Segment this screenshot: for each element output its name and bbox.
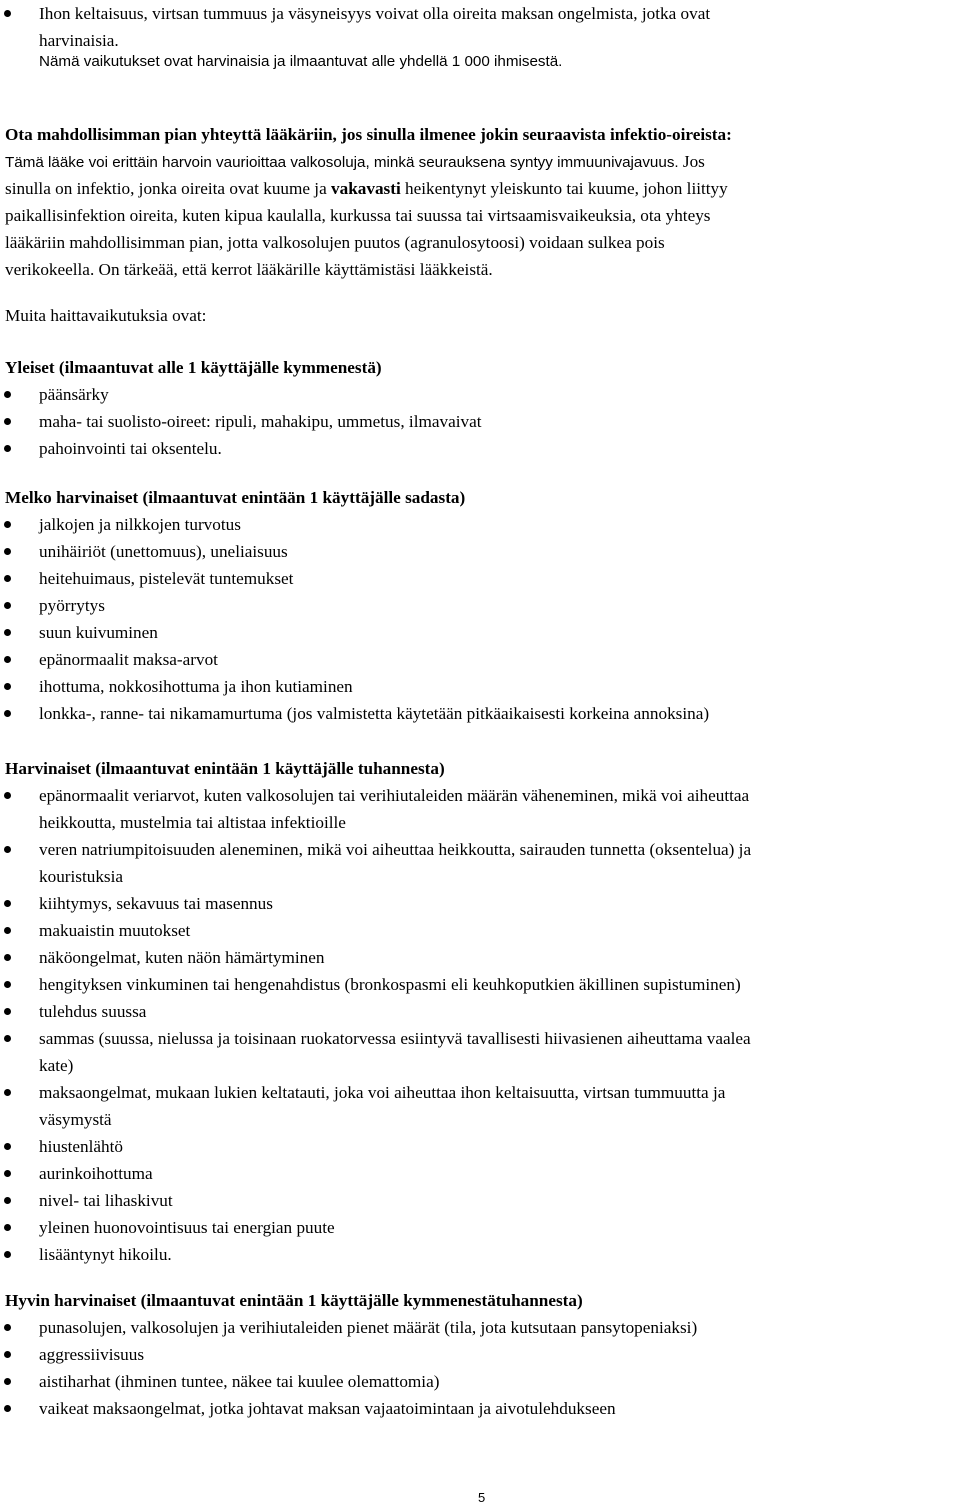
list-item-line: unihäiriöt (unettomuus), uneliaisuus <box>39 542 288 561</box>
list-item-line: heitehuimaus, pistelevät tuntemukset <box>39 569 294 588</box>
bullet-icon <box>4 1089 11 1096</box>
infection-warning-line: lääkäriin mahdollisimman pian, jotta valkosolujen puutos (agranulosytoosi) voidaan sulkea pois <box>5 233 665 252</box>
list-item-text <box>39 1079 960 1133</box>
list-item-line: epänormaalit maksa-arvot <box>39 650 218 669</box>
list-item-text <box>39 511 960 538</box>
bullet-icon <box>4 981 11 988</box>
list-item-line: suun kuivuminen <box>39 623 158 642</box>
bullet-icon <box>4 1251 11 1258</box>
bullet-icon <box>4 1224 11 1231</box>
list-item-line: makuaistin muutokset <box>39 921 191 940</box>
list-item-line: jalkojen ja nilkkojen turvotus <box>39 515 241 534</box>
bullet-icon <box>4 683 11 690</box>
list-item-line: vaikeat maksaongelmat, jotka johtavat maksan vajaatoimintaan ja aivotulehdukseen <box>39 1399 616 1418</box>
list-item-line: hiustenlähtö <box>39 1137 124 1156</box>
infection-warning-line <box>5 148 960 175</box>
bullet-icon <box>4 418 11 425</box>
list-item-text <box>39 998 960 1025</box>
bullet-icon <box>4 445 11 452</box>
infection-warning-heading: Ota mahdollisimman pian yhteyttä lääkäriin, jos sinulla ilmenee jokin seuraavista infektio-oireista: <box>5 125 732 144</box>
list-item-text <box>39 782 960 836</box>
bullet-icon <box>4 900 11 907</box>
list-item-text <box>39 592 960 619</box>
list-item-text <box>39 700 960 727</box>
page-number: 5 <box>478 1490 486 1505</box>
list-item-line: yleinen huonovointisuus tai energian puute <box>39 1218 335 1237</box>
list-item-text <box>39 1341 960 1368</box>
bullet-icon <box>4 792 11 799</box>
list-item-text <box>39 646 960 673</box>
list-item-line: veren natriumpitoisuuden aleneminen, mikä voi aiheuttaa heikkoutta, sairauden tunnetta (oksentelua) ja <box>39 840 752 859</box>
list-item-text <box>39 673 960 700</box>
bullet-icon <box>4 1405 11 1412</box>
list-item-text <box>39 890 960 917</box>
list-item-line: aurinkoihottuma <box>39 1164 153 1183</box>
bullet-icon <box>4 1324 11 1331</box>
list-item-line: ihottuma, nokkosihottuma ja ihon kutiaminen <box>39 677 353 696</box>
infection-warning-line <box>5 175 960 202</box>
list-item-text <box>39 381 960 408</box>
list-item-text <box>39 538 960 565</box>
infection-warning-text: Jos <box>682 152 705 171</box>
list-item-line: Ihon keltaisuus, virtsan tummuus ja väsyneisyys voivat olla oireita maksan ongelmista, jotka ovat <box>39 4 711 23</box>
list-item-line: lonkka-, ranne- tai nikamamurtuma (jos valmistetta käytetään pitkäaikaisesti korkeina annoksina) <box>39 704 710 723</box>
bullet-icon <box>4 575 11 582</box>
list-item-text <box>39 565 960 592</box>
list-item-line: kiihtymys, sekavuus tai masennus <box>39 894 273 913</box>
bullet-icon <box>4 1143 11 1150</box>
bullet-icon <box>4 548 11 555</box>
bullet-icon <box>4 846 11 853</box>
section-heading: Hyvin harvinaiset (ilmaantuvat enintään 1 käyttäjälle kymmenestätuhannesta) <box>5 1291 583 1310</box>
list-item-line: aggressiivisuus <box>39 1345 145 1364</box>
list-item-line: nivel- tai lihaskivut <box>39 1191 173 1210</box>
bullet-icon <box>4 656 11 663</box>
bullet-icon <box>4 927 11 934</box>
list-item-text <box>39 1187 960 1214</box>
list-item-text <box>39 1160 960 1187</box>
bullet-icon <box>4 602 11 609</box>
list-item-line: epänormaalit veriarvot, kuten valkosolujen tai verihiutaleiden määrän väheneminen, mikä voi aiheuttaa <box>39 786 750 805</box>
list-item-text <box>39 1025 960 1079</box>
list-item-line: lisääntynyt hikoilu. <box>39 1245 172 1264</box>
list-item-text <box>39 1241 960 1268</box>
list-item-line: heikkoutta, mustelmia tai altistaa infektioille <box>39 813 346 832</box>
bullet-icon <box>4 10 11 17</box>
list-item-text <box>39 408 960 435</box>
list-item-line: maksaongelmat, mukaan lukien keltatauti, joka voi aiheuttaa ihon keltaisuutta, virtsan tummuutta ja <box>39 1083 726 1102</box>
list-item-line: pahoinvointi tai oksentelu. <box>39 439 222 458</box>
infection-warning-text: Tämä lääke voi erittäin harvoin vaurioittaa valkosoluja, minkä seurauksena syntyy immuunivajavuus. <box>5 154 679 171</box>
frequency-note: Nämä vaikutukset ovat harvinaisia ja ilmaantuvat alle yhdellä 1 000 ihmisestä. <box>39 53 563 70</box>
infection-warning-text: heikentynyt yleiskunto tai kuume, johon liittyy <box>405 179 728 198</box>
infection-warning-line: paikallisinfektion oireita, kuten kipua kaulalla, kurkussa tai suussa tai virtsaamisvaikeuksia, ota yhteys <box>5 206 711 225</box>
list-item-line: sammas (suussa, nielussa ja toisinaan ruokatorvessa esiintyvä tavallisesti hiivasienen aiheuttama vaalea <box>39 1029 751 1048</box>
list-item-line: aistiharhat (ihminen tuntee, näkee tai kuulee olemattomia) <box>39 1372 440 1391</box>
list-item-line: maha- tai suolisto-oireet: ripuli, mahakipu, ummetus, ilmavaivat <box>39 412 482 431</box>
list-item-line: päänsärky <box>39 385 109 404</box>
bullet-icon <box>4 1378 11 1385</box>
list-item-text <box>39 836 960 890</box>
list-item-text <box>39 435 960 462</box>
bullet-icon <box>4 521 11 528</box>
bullet-icon <box>4 1008 11 1015</box>
bullet-icon <box>4 629 11 636</box>
list-item-text <box>39 1133 960 1160</box>
list-item-line: näköongelmat, kuten näön hämärtyminen <box>39 948 325 967</box>
list-item-line: kouristuksia <box>39 867 124 886</box>
bullet-icon <box>4 1170 11 1177</box>
list-item-text <box>39 917 960 944</box>
list-item-line: harvinaisia. <box>39 31 119 50</box>
list-item-line: kate) <box>39 1056 74 1075</box>
infection-warning-text: sinulla on infektio, jonka oireita ovat kuume ja <box>5 179 327 198</box>
list-item-line: hengityksen vinkuminen tai hengenahdistus (bronkospasmi eli keuhkoputkien äkillinen supistuminen) <box>39 975 741 994</box>
other-effects-intro: Muita haittavaikutuksia ovat: <box>5 306 207 325</box>
infection-warning-line: verikokeella. On tärkeää, että kerrot lääkärille käyttämistäsi lääkkeistä. <box>5 260 493 279</box>
bullet-icon <box>4 391 11 398</box>
list-item-line: väsymystä <box>39 1110 112 1129</box>
bullet-icon <box>4 1351 11 1358</box>
list-item-line: punasolujen, valkosolujen ja verihiutaleiden pienet määrät (tila, jota kutsutaan pansytopeniaksi) <box>39 1318 698 1337</box>
list-item-text <box>39 1314 960 1341</box>
list-item-text <box>39 1214 960 1241</box>
list-item-text <box>39 1368 960 1395</box>
bullet-icon <box>4 1035 11 1042</box>
bullet-icon <box>4 710 11 717</box>
list-item-line: pyörrytys <box>39 596 105 615</box>
emphasis-text: vakavasti <box>331 179 401 198</box>
section-heading: Harvinaiset (ilmaantuvat enintään 1 käyttäjälle tuhannesta) <box>5 759 445 778</box>
list-item-line: tulehdus suussa <box>39 1002 147 1021</box>
list-item-text <box>39 0 960 54</box>
list-item-text <box>39 944 960 971</box>
bullet-icon <box>4 1197 11 1204</box>
list-item-text <box>39 1395 960 1422</box>
list-item-text <box>39 971 960 998</box>
section-heading: Melko harvinaiset (ilmaantuvat enintään 1 käyttäjälle sadasta) <box>5 488 466 507</box>
section-heading: Yleiset (ilmaantuvat alle 1 käyttäjälle kymmenestä) <box>5 358 382 377</box>
bullet-icon <box>4 954 11 961</box>
list-item-text <box>39 619 960 646</box>
